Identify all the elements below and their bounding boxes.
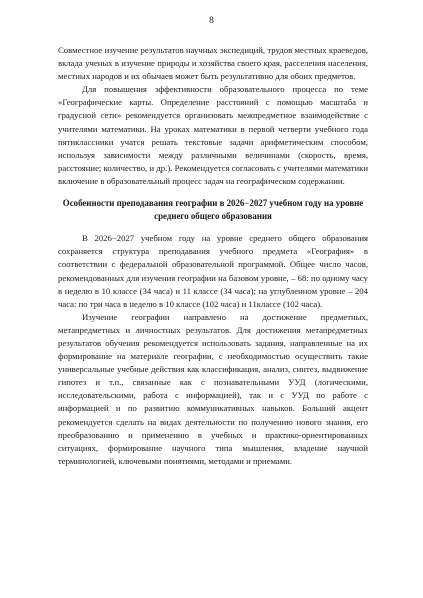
page-body [58,44,368,468]
paragraph-math-interaction: Для повышения эффективности образовательного процесса по теме «Географические карты. Определение расстояний с помощью масштаба и градусной сети» рекомендуется организовать межпредметное взаимодействие с учителями математики. На уроках математики в первой четверти учебного года пятиклассники учатся решать текстовые задачи арифметическим способом, используя зависимости между различными величинами (скорость, время, расстояние; количество, и др.). Рекомендуется согласовать с учителями математики включение в образовательный процесс задач на географическом содержании. [58,84,368,186]
paragraph-collaboration: Совместное изучение результатов научных экспедиций, трудов местных краеведов, вклада ученых в изучение природы и хозяйства своего края, расселения населения, местных народов и их обычаев может быть результативно для обоих предметов. [58,45,368,82]
paragraph-results: Изучение географии направлено на достижение предметных, метапредметных и личностных результатов. Для достижения метапредметных результатов обучения рекомендуется использовать задания, направленные на их формирование на материале географии, с необходимостью осуществить такие универсальные учебные действия как классификация, анализ, синтез, выдвижение гипотез и т.п., связанные как с познавательными УУД (логическими, исследовательскими, работа с информацией), так и с УУД по работе с информацией и по развитию коммуникативных навыков. Больший акцент рекомендуется сделать на видах деятельности по получению нового знания, его преобразованию и применению в учебных и практико-ориентированных ситуациях, формирование научного типа мышления, владение научной терминологией, ключевыми понятиями, методами и приемами. [58,311,368,466]
section-heading: Особенности преподавания географии в 2026−2027 учебном году на уровне среднего общего образования [62,198,364,222]
paragraph-hours: В 2026−2027 учебном году на уровне среднего общего образования сохраняется структура преподавания учебного предмета «География» в соответствии с федеральной образовательной программой. Общее число часов, рекомендованных для изучения географии на базовом уровне, – 68: по одному часу в неделю в 10 классе (34 часа) и 11 классе (34 часа); на углубленном уровне – 204 часа: по три часа в неделю в 10 классе (102 часа) и 11классе (102 часа). [58,233,368,309]
page-number: 8 [209,16,214,26]
